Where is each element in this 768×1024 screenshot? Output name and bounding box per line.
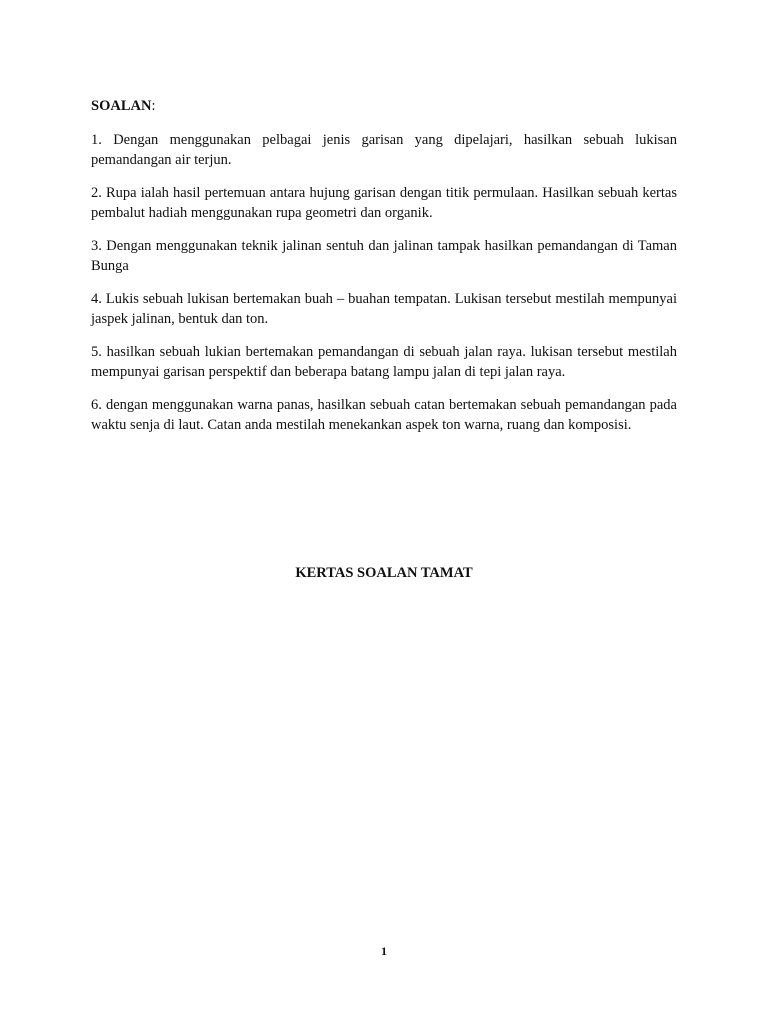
section-heading (91, 96, 155, 116)
question-list (91, 130, 677, 448)
question-6: 6. dengan menggunakan warna panas, hasilkan sebuah catan bertemakan sebuah pemandangan pada waktu senja di laut. Catan anda mestilah menekankan aspek ton warna, ruang dan komposisi. (91, 397, 677, 433)
heading-label: SOALAN (91, 98, 152, 114)
page-number: 1 (381, 944, 387, 958)
heading-colon: : (151, 98, 156, 114)
question-4: 4. Lukis sebuah lukisan bertemakan buah – buahan tempatan. Lukisan tersebut mestilah mempunyai jaspek jalinan, bentuk dan ton. (91, 291, 677, 327)
end-of-paper-title: KERTAS SOALAN TAMAT (295, 565, 473, 581)
question-1: 1. Dengan menggunakan pelbagai jenis garisan yang dipelajari, hasilkan sebuah lukisan pemandangan air terjun. (91, 132, 677, 168)
question-2: 2. Rupa ialah hasil pertemuan antara hujung garisan dengan titik permulaan. Hasilkan sebuah kertas pembalut hadiah menggunakan rupa geometri dan organik. (91, 185, 677, 221)
question-5: 5. hasilkan sebuah lukian bertemakan pemandangan di sebuah jalan raya. lukisan tersebut mestilah mempunyai garisan perspektif dan beberapa batang lampu jalan di tepi jalan raya. (91, 344, 677, 380)
question-3: 3. Dengan menggunakan teknik jalinan sentuh dan jalinan tampak hasilkan pemandangan di Taman Bunga (91, 238, 677, 274)
